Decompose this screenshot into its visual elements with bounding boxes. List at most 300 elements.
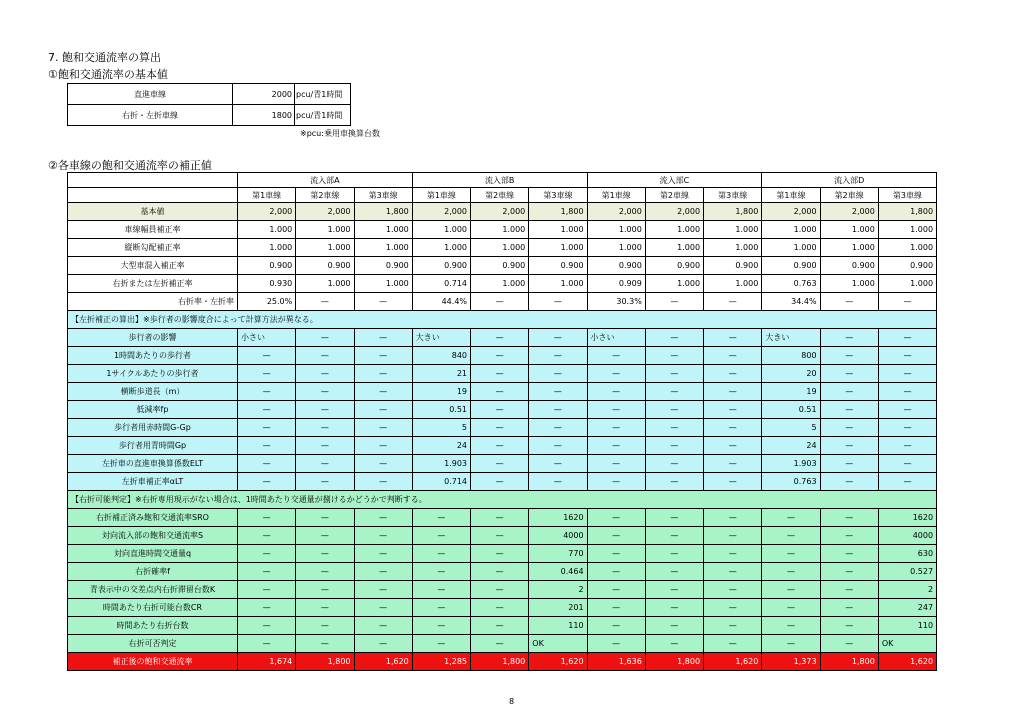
value-cell: 4000 bbox=[878, 527, 936, 545]
value-cell: — bbox=[354, 509, 412, 527]
value-cell: — bbox=[820, 419, 878, 437]
value-cell: — bbox=[412, 563, 470, 581]
value-cell: — bbox=[471, 509, 529, 527]
value-cell: — bbox=[762, 581, 820, 599]
value-cell: — bbox=[238, 419, 296, 437]
value-cell: 0.464 bbox=[529, 563, 587, 581]
value-cell: 1.000 bbox=[238, 221, 296, 239]
value-cell: — bbox=[587, 581, 645, 599]
base-flow-table bbox=[67, 83, 351, 126]
value-cell: 0.763 bbox=[762, 275, 820, 293]
value-cell: 0.900 bbox=[296, 257, 354, 275]
value-cell: 2,000 bbox=[587, 203, 645, 221]
value-cell: — bbox=[820, 635, 878, 653]
base-row bbox=[68, 105, 351, 126]
value-cell: — bbox=[529, 365, 587, 383]
value-cell: 2,000 bbox=[238, 203, 296, 221]
value-cell: — bbox=[238, 455, 296, 473]
value-cell: — bbox=[704, 437, 762, 455]
value-cell: 2,000 bbox=[645, 203, 703, 221]
value-cell: 0.930 bbox=[238, 275, 296, 293]
value-cell: — bbox=[354, 329, 412, 347]
base-row-value: 1800 bbox=[233, 105, 295, 126]
value-cell: OK bbox=[878, 635, 936, 653]
value-cell: 1.000 bbox=[645, 221, 703, 239]
value-cell: 2,000 bbox=[296, 203, 354, 221]
value-cell: — bbox=[645, 347, 703, 365]
value-cell: — bbox=[587, 365, 645, 383]
value-cell: — bbox=[645, 365, 703, 383]
value-cell: — bbox=[645, 509, 703, 527]
value-cell: 840 bbox=[412, 347, 470, 365]
value-cell: — bbox=[762, 563, 820, 581]
value-cell: — bbox=[529, 383, 587, 401]
value-cell: — bbox=[529, 293, 587, 311]
value-cell: — bbox=[587, 419, 645, 437]
value-cell: — bbox=[354, 473, 412, 491]
value-cell: 0.909 bbox=[587, 275, 645, 293]
row-label: 左折車の直進車換算係数ELT bbox=[68, 455, 238, 473]
value-cell: — bbox=[645, 437, 703, 455]
value-cell: — bbox=[471, 383, 529, 401]
value-cell: — bbox=[878, 455, 936, 473]
value-cell: 1,800 bbox=[354, 203, 412, 221]
value-cell: 1.000 bbox=[354, 239, 412, 257]
value-cell: — bbox=[529, 455, 587, 473]
value-cell: — bbox=[354, 563, 412, 581]
value-cell: — bbox=[412, 617, 470, 635]
value-cell: 24 bbox=[412, 437, 470, 455]
row-label: 左折車補正率αLT bbox=[68, 473, 238, 491]
value-cell: — bbox=[762, 527, 820, 545]
value-cell: — bbox=[354, 581, 412, 599]
value-cell: — bbox=[471, 347, 529, 365]
table-row bbox=[68, 527, 937, 545]
value-cell: OK bbox=[529, 635, 587, 653]
value-cell: 44.4% bbox=[412, 293, 470, 311]
row-label: 基本値 bbox=[68, 203, 238, 221]
value-cell: — bbox=[471, 329, 529, 347]
value-cell: — bbox=[296, 473, 354, 491]
value-cell: — bbox=[820, 473, 878, 491]
value-cell: 1.000 bbox=[878, 275, 936, 293]
value-cell: — bbox=[471, 419, 529, 437]
value-cell: 1.000 bbox=[820, 221, 878, 239]
value-cell: 5 bbox=[412, 419, 470, 437]
value-cell: — bbox=[704, 473, 762, 491]
value-cell: 1.903 bbox=[762, 455, 820, 473]
value-cell: 19 bbox=[762, 383, 820, 401]
value-cell: — bbox=[296, 527, 354, 545]
value-cell: — bbox=[645, 401, 703, 419]
value-cell: — bbox=[238, 635, 296, 653]
value-cell: 2,000 bbox=[820, 203, 878, 221]
row-label: 右折補正済み飽和交通流率SRO bbox=[68, 509, 238, 527]
value-cell: — bbox=[645, 581, 703, 599]
value-cell: 1,674 bbox=[238, 653, 296, 671]
value-cell: 30.3% bbox=[587, 293, 645, 311]
value-cell: — bbox=[587, 509, 645, 527]
value-cell: — bbox=[296, 293, 354, 311]
value-cell: — bbox=[820, 563, 878, 581]
value-cell: — bbox=[296, 455, 354, 473]
value-cell: — bbox=[645, 617, 703, 635]
value-cell: 1,800 bbox=[296, 653, 354, 671]
value-cell: — bbox=[471, 293, 529, 311]
value-cell: — bbox=[704, 617, 762, 635]
lane-header: 第1車線 bbox=[587, 188, 645, 203]
value-cell: 201 bbox=[529, 599, 587, 617]
row-label: 右折または左折補正率 bbox=[68, 275, 238, 293]
value-cell: 2,000 bbox=[762, 203, 820, 221]
value-cell: — bbox=[354, 437, 412, 455]
value-cell: — bbox=[820, 347, 878, 365]
base-row-unit: pcu/青1時間 bbox=[295, 84, 351, 105]
value-cell: — bbox=[238, 545, 296, 563]
value-cell: 1,800 bbox=[704, 203, 762, 221]
lane-header: 第3車線 bbox=[878, 188, 936, 203]
row-label: 大型車混入補正率 bbox=[68, 257, 238, 275]
lane-header: 第1車線 bbox=[762, 188, 820, 203]
table-row bbox=[68, 653, 937, 671]
pcu-note: ※pcu:乗用車換算台数 bbox=[300, 129, 380, 138]
value-cell: — bbox=[645, 419, 703, 437]
value-cell: — bbox=[238, 401, 296, 419]
value-cell: — bbox=[354, 635, 412, 653]
value-cell: 1.000 bbox=[529, 275, 587, 293]
value-cell: — bbox=[471, 455, 529, 473]
value-cell: — bbox=[878, 383, 936, 401]
value-cell: 1,373 bbox=[762, 653, 820, 671]
value-cell: — bbox=[820, 383, 878, 401]
group-header-row bbox=[68, 173, 937, 188]
base-row-value: 2000 bbox=[233, 84, 295, 105]
value-cell: — bbox=[238, 473, 296, 491]
value-cell: 1,800 bbox=[878, 203, 936, 221]
value-cell: — bbox=[704, 545, 762, 563]
table-row bbox=[68, 617, 937, 635]
section-note: 【右折可能判定】※右折専用現示がない場合は、1時間あたり交通量が捌けるかどうかで判断する。 bbox=[68, 491, 937, 509]
value-cell: 2 bbox=[529, 581, 587, 599]
table-row bbox=[68, 257, 937, 275]
value-cell: 800 bbox=[762, 347, 820, 365]
value-cell: — bbox=[704, 347, 762, 365]
table-row bbox=[68, 581, 937, 599]
value-cell: 1.000 bbox=[762, 221, 820, 239]
table-row bbox=[68, 347, 937, 365]
value-cell: — bbox=[704, 329, 762, 347]
value-cell: — bbox=[820, 455, 878, 473]
value-cell: — bbox=[296, 419, 354, 437]
value-cell: 0.900 bbox=[412, 257, 470, 275]
value-cell: — bbox=[529, 419, 587, 437]
value-cell: — bbox=[471, 581, 529, 599]
row-label: 歩行者の影響 bbox=[68, 329, 238, 347]
table-row bbox=[68, 437, 937, 455]
value-cell: — bbox=[820, 401, 878, 419]
value-cell: — bbox=[587, 563, 645, 581]
value-cell: — bbox=[354, 545, 412, 563]
value-cell: 1.000 bbox=[529, 239, 587, 257]
value-cell: — bbox=[471, 617, 529, 635]
section-note: 【左折補正の算出】※歩行者の影響度合によって計算方法が異なる。 bbox=[68, 311, 937, 329]
value-cell: 1.000 bbox=[471, 239, 529, 257]
value-cell: 1,800 bbox=[529, 203, 587, 221]
value-cell: 1,800 bbox=[471, 653, 529, 671]
value-cell: — bbox=[587, 383, 645, 401]
lane-header: 第3車線 bbox=[704, 188, 762, 203]
value-cell: — bbox=[296, 437, 354, 455]
value-cell: — bbox=[820, 365, 878, 383]
value-cell: 1,800 bbox=[820, 653, 878, 671]
value-cell: 1.000 bbox=[238, 239, 296, 257]
value-cell: — bbox=[587, 455, 645, 473]
header-corner bbox=[68, 188, 238, 203]
value-cell: — bbox=[296, 347, 354, 365]
value-cell: — bbox=[762, 635, 820, 653]
row-label: 右折率・左折率 bbox=[68, 293, 238, 311]
value-cell: — bbox=[878, 401, 936, 419]
value-cell: — bbox=[471, 599, 529, 617]
value-cell: — bbox=[296, 365, 354, 383]
value-cell: — bbox=[704, 401, 762, 419]
value-cell: 25.0% bbox=[238, 293, 296, 311]
value-cell: 1.000 bbox=[762, 239, 820, 257]
value-cell: — bbox=[704, 293, 762, 311]
value-cell: — bbox=[762, 599, 820, 617]
base-row-label: 直進車線 bbox=[68, 84, 233, 105]
value-cell: — bbox=[762, 617, 820, 635]
value-cell: — bbox=[704, 527, 762, 545]
row-label: 時間あたり右折可能台数CR bbox=[68, 599, 238, 617]
row-label: 右折可否判定 bbox=[68, 635, 238, 653]
value-cell: 5 bbox=[762, 419, 820, 437]
section-row bbox=[68, 311, 937, 329]
value-cell: — bbox=[645, 545, 703, 563]
value-cell: — bbox=[354, 365, 412, 383]
value-cell: — bbox=[645, 635, 703, 653]
value-cell: — bbox=[412, 527, 470, 545]
value-cell: — bbox=[471, 401, 529, 419]
value-cell: — bbox=[704, 509, 762, 527]
value-cell: 0.900 bbox=[587, 257, 645, 275]
row-label: 車線幅員補正率 bbox=[68, 221, 238, 239]
table-row bbox=[68, 545, 937, 563]
value-cell: 4000 bbox=[529, 527, 587, 545]
value-cell: — bbox=[412, 635, 470, 653]
lane-header: 第2車線 bbox=[820, 188, 878, 203]
lane-header: 第3車線 bbox=[529, 188, 587, 203]
value-cell: — bbox=[587, 401, 645, 419]
row-label: 補正後の飽和交通流率 bbox=[68, 653, 238, 671]
value-cell: — bbox=[878, 347, 936, 365]
table-row bbox=[68, 635, 937, 653]
value-cell: — bbox=[354, 347, 412, 365]
value-cell: — bbox=[471, 635, 529, 653]
row-label: 右折確率f bbox=[68, 563, 238, 581]
value-cell: 20 bbox=[762, 365, 820, 383]
value-cell: — bbox=[238, 581, 296, 599]
value-cell: 1,636 bbox=[587, 653, 645, 671]
row-label: 歩行者用青時間Gp bbox=[68, 437, 238, 455]
base-row-unit: pcu/青1時間 bbox=[295, 105, 351, 126]
value-cell: — bbox=[704, 599, 762, 617]
value-cell: 0.900 bbox=[820, 257, 878, 275]
value-cell: — bbox=[354, 527, 412, 545]
value-cell: — bbox=[296, 509, 354, 527]
base-row bbox=[68, 84, 351, 105]
value-cell: — bbox=[587, 635, 645, 653]
group-header: 流入部C bbox=[587, 173, 762, 188]
value-cell: — bbox=[587, 527, 645, 545]
value-cell: 1.000 bbox=[878, 239, 936, 257]
value-cell: 0.51 bbox=[412, 401, 470, 419]
value-cell: 0.900 bbox=[471, 257, 529, 275]
value-cell: 770 bbox=[529, 545, 587, 563]
value-cell: 34.4% bbox=[762, 293, 820, 311]
value-cell: — bbox=[704, 563, 762, 581]
value-cell: — bbox=[820, 581, 878, 599]
value-cell: 110 bbox=[529, 617, 587, 635]
value-cell: — bbox=[529, 437, 587, 455]
value-cell: — bbox=[354, 419, 412, 437]
page-number: 8 bbox=[509, 697, 515, 706]
value-cell: 21 bbox=[412, 365, 470, 383]
value-cell: — bbox=[412, 599, 470, 617]
value-cell: 1.000 bbox=[296, 239, 354, 257]
value-cell: 1620 bbox=[529, 509, 587, 527]
adjustment-table bbox=[67, 172, 937, 671]
value-cell: — bbox=[354, 617, 412, 635]
value-cell: — bbox=[238, 563, 296, 581]
value-cell: — bbox=[645, 329, 703, 347]
value-cell: — bbox=[587, 599, 645, 617]
value-cell: 1.000 bbox=[645, 275, 703, 293]
table-row bbox=[68, 599, 937, 617]
lane-header-row bbox=[68, 188, 937, 203]
lane-header: 第1車線 bbox=[412, 188, 470, 203]
value-cell: — bbox=[704, 581, 762, 599]
table-row bbox=[68, 473, 937, 491]
value-cell: — bbox=[820, 545, 878, 563]
value-cell: — bbox=[529, 347, 587, 365]
value-cell: 0.900 bbox=[878, 257, 936, 275]
value-cell: 1.000 bbox=[704, 221, 762, 239]
value-cell: — bbox=[238, 527, 296, 545]
value-cell: — bbox=[587, 347, 645, 365]
value-cell: 1,620 bbox=[878, 653, 936, 671]
row-label: 1時間あたりの歩行者 bbox=[68, 347, 238, 365]
value-cell: — bbox=[587, 617, 645, 635]
table-row bbox=[68, 293, 937, 311]
value-cell: 1.000 bbox=[412, 221, 470, 239]
table-row bbox=[68, 365, 937, 383]
value-cell: 1,620 bbox=[354, 653, 412, 671]
table-row bbox=[68, 203, 937, 221]
value-cell: — bbox=[820, 527, 878, 545]
value-cell: 110 bbox=[878, 617, 936, 635]
value-cell: — bbox=[704, 365, 762, 383]
group-header: 流入部A bbox=[238, 173, 413, 188]
value-cell: — bbox=[238, 617, 296, 635]
value-cell: — bbox=[354, 383, 412, 401]
value-cell: 1.000 bbox=[820, 275, 878, 293]
value-cell: 小さい bbox=[238, 329, 296, 347]
value-cell: — bbox=[704, 635, 762, 653]
value-cell: — bbox=[645, 527, 703, 545]
value-cell: — bbox=[645, 599, 703, 617]
value-cell: — bbox=[587, 545, 645, 563]
value-cell: — bbox=[238, 509, 296, 527]
value-cell: 0.714 bbox=[412, 275, 470, 293]
lane-header: 第3車線 bbox=[354, 188, 412, 203]
value-cell: 1.000 bbox=[412, 239, 470, 257]
value-cell: — bbox=[296, 581, 354, 599]
value-cell: — bbox=[587, 473, 645, 491]
value-cell: 1.000 bbox=[587, 239, 645, 257]
value-cell: 1.903 bbox=[412, 455, 470, 473]
value-cell: 0.900 bbox=[645, 257, 703, 275]
value-cell: — bbox=[471, 473, 529, 491]
row-label: 縦断勾配補正率 bbox=[68, 239, 238, 257]
value-cell: — bbox=[762, 545, 820, 563]
value-cell: 0.900 bbox=[529, 257, 587, 275]
value-cell: 1.000 bbox=[820, 239, 878, 257]
value-cell: 1.000 bbox=[587, 221, 645, 239]
value-cell: 24 bbox=[762, 437, 820, 455]
value-cell: — bbox=[529, 329, 587, 347]
table-row bbox=[68, 401, 937, 419]
value-cell: — bbox=[820, 329, 878, 347]
value-cell: — bbox=[412, 509, 470, 527]
value-cell: — bbox=[471, 365, 529, 383]
value-cell: 0.51 bbox=[762, 401, 820, 419]
value-cell: — bbox=[238, 347, 296, 365]
table-row bbox=[68, 275, 937, 293]
value-cell: — bbox=[238, 383, 296, 401]
value-cell: — bbox=[878, 473, 936, 491]
value-cell: 2,000 bbox=[412, 203, 470, 221]
value-cell: 1.000 bbox=[529, 221, 587, 239]
table-row bbox=[68, 221, 937, 239]
value-cell: — bbox=[529, 473, 587, 491]
table-row bbox=[68, 383, 937, 401]
base-row-label: 右折・左折車線 bbox=[68, 105, 233, 126]
value-cell: 247 bbox=[878, 599, 936, 617]
value-cell: 1.000 bbox=[296, 221, 354, 239]
value-cell: — bbox=[354, 455, 412, 473]
value-cell: 1620 bbox=[878, 509, 936, 527]
row-label: 対向流入部の飽和交通流率S bbox=[68, 527, 238, 545]
value-cell: 0.900 bbox=[238, 257, 296, 275]
value-cell: — bbox=[762, 509, 820, 527]
value-cell: — bbox=[296, 617, 354, 635]
value-cell: 1,800 bbox=[645, 653, 703, 671]
subsection-title-base: ①飽和交通流率の基本値 bbox=[48, 68, 168, 81]
value-cell: 0.527 bbox=[878, 563, 936, 581]
value-cell: 1.000 bbox=[704, 275, 762, 293]
table-row bbox=[68, 455, 937, 473]
value-cell: — bbox=[878, 365, 936, 383]
value-cell: — bbox=[238, 599, 296, 617]
value-cell: — bbox=[820, 509, 878, 527]
value-cell: — bbox=[354, 401, 412, 419]
value-cell: — bbox=[296, 401, 354, 419]
value-cell: — bbox=[878, 329, 936, 347]
value-cell: 0.763 bbox=[762, 473, 820, 491]
header-corner bbox=[68, 173, 238, 188]
value-cell: 19 bbox=[412, 383, 470, 401]
